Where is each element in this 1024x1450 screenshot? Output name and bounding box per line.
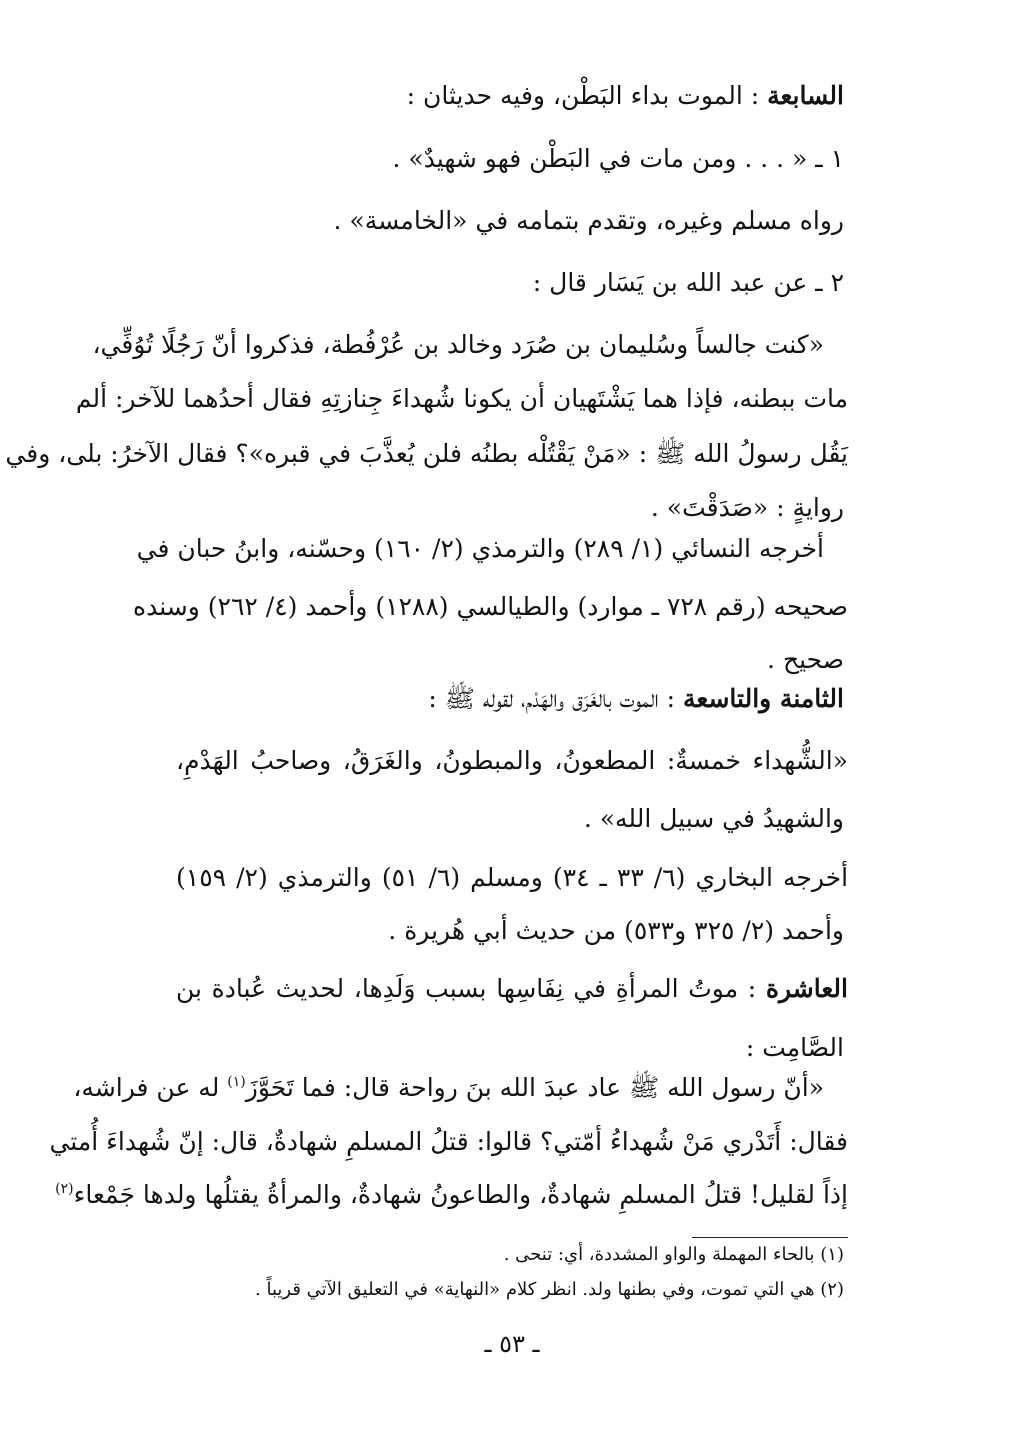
hadith-4-line-2: فقال: أَتَدْري مَنْ شُهداءُ أمّتي؟ قالوا: قتلُ المسلمِ شهادةٌ، قال: إنّ شُهداءَ أُمتي xyxy=(49,1127,848,1156)
hadith-4-line-3: إذاً لقليل! قتلُ المسلمِ شهادةٌ، والطاعونُ شهادةٌ، والمرأةُ يقتلُها ولدها جَمْعاء$^{(٢)}$ xyxy=(55,1180,848,1209)
section-title-text: : الموت بداء البَطْن، وفيه حديثان : xyxy=(406,81,768,110)
takhrij-2-line-1: أخرجه البخاري (٦/ ٣٣ ـ ٣٤) ومسلم (٦/ ٥١) والترمذي (٢/ ١٥٩) xyxy=(176,863,849,892)
section-seventh-heading xyxy=(180,78,844,114)
hadith-1-source: رواه مسلم وغيره، وتقدم بتمامه في «الخامسة» . xyxy=(333,206,844,235)
hadith-2-line-4: روايةٍ : «صَدَقْتَ» . xyxy=(650,493,844,522)
takhrij-line-1: أخرجه النسائي (١/ ٢٨٩) والترمذي (٢/ ١٦٠) وحسّنه، وابنُ حبان في xyxy=(136,534,824,563)
section-label: الثامنة والتاسعة xyxy=(683,684,844,713)
section-tenth-line-2: الصَّامِت : xyxy=(745,1033,844,1062)
hadith-2-line-2: مات ببطنه، فإذا هما يَشْتَهيان أن يكونا شُهداءَ جِنازتِهِ فقال أحدُهما للآخر: ألم xyxy=(75,384,848,413)
section-title-text: : موتُ المرأةِ في نِفَاسِها بسبب وَلَدِها، لحديث عُبادة بن xyxy=(176,974,766,1003)
hadith-3-line-1: «الشُّهداء خمسةٌ: المطعونُ، والمبطونُ، والغَرَقُ، وصاحبُ الهَدْمِ، xyxy=(176,746,848,775)
hadith-2-intro: ٢ ـ عن عبد الله بن يَسَار قال : xyxy=(532,268,844,297)
section-title-text: : الموت بالغَرَق والهَدْم، لقوله ﷺ : xyxy=(428,684,684,713)
footnote-2: (٢) هي التي تموت، وفي بطنها ولد. انظر كلام «النهاية» في التعليق الآتي قريباً . xyxy=(255,1279,844,1300)
hadith-2-line-1: «كنت جالساً وسُليمان بن صُرَد وخالد بن عُرْفُطة، فذكروا أنّ رَجُلًا تُوُفِّي، xyxy=(92,330,824,359)
footnote-divider xyxy=(692,1237,848,1238)
footnote-ref-2: (٢) xyxy=(55,1181,74,1197)
section-label: السابعة xyxy=(767,81,844,110)
page-number: ـ ٥٣ ـ xyxy=(484,1330,540,1358)
section-eighth-ninth-heading xyxy=(180,681,844,717)
section-label: العاشرة xyxy=(765,974,848,1003)
takhrij-line-3: صحيح . xyxy=(767,645,844,674)
hadith-1-text: ١ ـ « . . . ومن مات في البَطْن فهو شهيدٌ» . xyxy=(392,144,844,173)
hadith-3-line-2: والشهيدُ في سبيل الله» . xyxy=(583,804,844,833)
takhrij-2-line-2: وأحمد (٢/ ٣٢٥ و٥٣٣) من حديث أبي هُريرة . xyxy=(388,916,844,945)
footnote-ref-1: (١) xyxy=(227,1074,246,1090)
hadith-4-line-1: «أنّ رسول الله ﷺ عاد عبدَ الله بنَ رواحة قال: فما تَحَوَّزَ$^{(١)}$ له عن فراشه، xyxy=(73,1073,824,1102)
takhrij-line-2: صحيحه (رقم ٧٢٨ ـ موارد) والطيالسي (١٢٨٨) وأحمد (٤/ ٢٦٢) وسنده xyxy=(133,592,848,621)
hadith-2-line-3: يَقُل رسولُ الله ﷺ : «مَنْ يَقْتُلْه بطنُه فلن يُعذَّبَ في قبره»؟ فقال الآخرُ: بلى، وفي xyxy=(5,439,848,468)
footnote-1: (١) بالحاء المهملة والواو المشددة، أي: تنحى . xyxy=(503,1244,844,1265)
section-tenth-heading xyxy=(176,971,848,1007)
